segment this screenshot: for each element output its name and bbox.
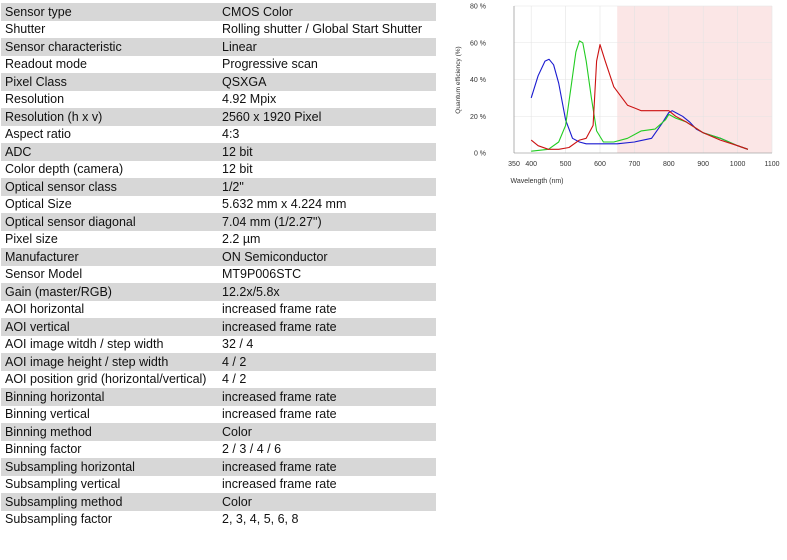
spec-row bbox=[1, 108, 436, 126]
x-tick-label: 600 bbox=[594, 161, 606, 168]
spec-value: Rolling shutter / Global Start Shutter bbox=[218, 21, 436, 39]
spec-value: 2 / 3 / 4 / 6 bbox=[218, 441, 436, 459]
spec-label: Optical Size bbox=[1, 196, 218, 214]
spec-value: 4 / 2 bbox=[218, 371, 436, 389]
spec-row bbox=[1, 3, 436, 21]
y-tick-label: 80 % bbox=[470, 3, 486, 11]
spec-label: AOI image height / step width bbox=[1, 353, 218, 371]
spec-row bbox=[1, 371, 436, 389]
spec-value: CMOS Color bbox=[218, 3, 436, 21]
y-axis-label: Quantum efficiency (%) bbox=[455, 46, 462, 114]
spec-value: 2560 x 1920 Pixel bbox=[218, 108, 436, 126]
x-tick-label: 400 bbox=[525, 161, 538, 168]
spec-row bbox=[1, 318, 436, 336]
y-tick-label: 60 % bbox=[470, 40, 486, 48]
spec-row bbox=[1, 266, 436, 284]
spec-row bbox=[1, 73, 436, 91]
spec-label: Sensor Model bbox=[1, 266, 218, 284]
spec-label: Readout mode bbox=[1, 56, 218, 74]
spec-table-body bbox=[1, 3, 436, 528]
spec-label: Pixel Class bbox=[1, 73, 218, 91]
spec-label: Pixel size bbox=[1, 231, 218, 249]
x-tick-label: 800 bbox=[662, 161, 675, 168]
spec-row bbox=[1, 441, 436, 459]
spec-label: Sensor type bbox=[1, 3, 218, 21]
spec-label: Resolution bbox=[1, 91, 218, 109]
spec-value: 2, 3, 4, 5, 6, 8 bbox=[218, 511, 436, 529]
spec-value: MT9P006STC bbox=[218, 266, 436, 284]
spec-label: Binning method bbox=[1, 423, 218, 441]
spec-row bbox=[1, 476, 436, 494]
spec-value: Progressive scan bbox=[218, 56, 436, 74]
spec-value: QSXGA bbox=[218, 73, 436, 91]
spec-row bbox=[1, 213, 436, 231]
spec-row bbox=[1, 406, 436, 424]
spec-row bbox=[1, 336, 436, 354]
x-tick-label: 500 bbox=[559, 161, 572, 168]
spec-label: Subsampling vertical bbox=[1, 476, 218, 494]
spec-value: 1/2" bbox=[218, 178, 436, 196]
spec-value: 2.2 µm bbox=[218, 231, 436, 249]
spec-label: Binning horizontal bbox=[1, 388, 218, 406]
spec-value: 32 / 4 bbox=[218, 336, 436, 354]
spec-value: Color bbox=[218, 493, 436, 511]
spec-row bbox=[1, 283, 436, 301]
spec-row bbox=[1, 91, 436, 109]
spec-row bbox=[1, 231, 436, 249]
spec-value: 12 bit bbox=[218, 143, 436, 161]
quantum-efficiency-chart bbox=[448, 0, 787, 190]
spec-value: increased frame rate bbox=[218, 301, 436, 319]
spec-row bbox=[1, 178, 436, 196]
spec-label: Binning factor bbox=[1, 441, 218, 459]
y-tick-label: 40 % bbox=[470, 77, 486, 84]
spec-value: increased frame rate bbox=[218, 476, 436, 494]
spec-value: 4 / 2 bbox=[218, 353, 436, 371]
spec-value: Color bbox=[218, 423, 436, 441]
spec-table bbox=[1, 3, 436, 528]
spec-value: increased frame rate bbox=[218, 406, 436, 424]
spec-row bbox=[1, 161, 436, 179]
spec-label: Optical sensor class bbox=[1, 178, 218, 196]
spec-row bbox=[1, 126, 436, 144]
spec-row bbox=[1, 301, 436, 319]
spec-value: 12 bit bbox=[218, 161, 436, 179]
y-tick-label: 0 % bbox=[473, 150, 486, 158]
x-axis-label: Wavelength (nm) bbox=[510, 178, 564, 185]
spec-label: Aspect ratio bbox=[1, 126, 218, 144]
x-tick-label: 350 bbox=[508, 161, 520, 168]
spec-row bbox=[1, 493, 436, 511]
spec-row bbox=[1, 38, 436, 56]
spec-row bbox=[1, 21, 436, 39]
spec-value: 7.04 mm (1/2.27") bbox=[218, 213, 436, 231]
spec-value: increased frame rate bbox=[218, 458, 436, 476]
spec-label: ADC bbox=[1, 143, 218, 161]
spec-label: Shutter bbox=[1, 21, 218, 39]
spec-row bbox=[1, 56, 436, 74]
spec-value: ON Semiconductor bbox=[218, 248, 436, 266]
spec-value: increased frame rate bbox=[218, 318, 436, 336]
spec-row bbox=[1, 458, 436, 476]
x-tick-label: 700 bbox=[628, 161, 641, 168]
spec-row bbox=[1, 353, 436, 371]
spec-value: 12.2x/5.8x bbox=[218, 283, 436, 301]
spec-row bbox=[1, 511, 436, 529]
spec-row bbox=[1, 388, 436, 406]
spec-label: AOI horizontal bbox=[1, 301, 218, 319]
spec-value: Linear bbox=[218, 38, 436, 56]
spec-value: 4:3 bbox=[218, 126, 436, 144]
spec-label: AOI vertical bbox=[1, 318, 218, 336]
x-tick-label: 1000 bbox=[729, 161, 746, 168]
x-tick-label: 1100 bbox=[764, 161, 780, 168]
spec-value: 4.92 Mpix bbox=[218, 91, 436, 109]
spec-label: AOI position grid (horizontal/vertical) bbox=[1, 371, 218, 389]
spec-label: Optical sensor diagonal bbox=[1, 213, 218, 231]
spec-row bbox=[1, 248, 436, 266]
spec-label: Subsampling method bbox=[1, 493, 218, 511]
spec-label: Color depth (camera) bbox=[1, 161, 218, 179]
spec-value: 5.632 mm x 4.224 mm bbox=[218, 196, 436, 214]
spec-label: Binning vertical bbox=[1, 406, 218, 424]
spec-label: Subsampling factor bbox=[1, 511, 218, 529]
spec-row bbox=[1, 143, 436, 161]
y-tick-label: 20 % bbox=[470, 113, 486, 121]
spec-label: Manufacturer bbox=[1, 248, 218, 266]
spec-label: AOI image witdh / step width bbox=[1, 336, 218, 354]
spec-value: increased frame rate bbox=[218, 388, 436, 406]
spec-label: Resolution (h x v) bbox=[1, 108, 218, 126]
spec-row bbox=[1, 423, 436, 441]
spec-label: Subsampling horizontal bbox=[1, 458, 218, 476]
spec-label: Gain (master/RGB) bbox=[1, 283, 218, 301]
x-tick-label: 900 bbox=[697, 161, 710, 168]
spec-label: Sensor characteristic bbox=[1, 38, 218, 56]
spec-row bbox=[1, 196, 436, 214]
